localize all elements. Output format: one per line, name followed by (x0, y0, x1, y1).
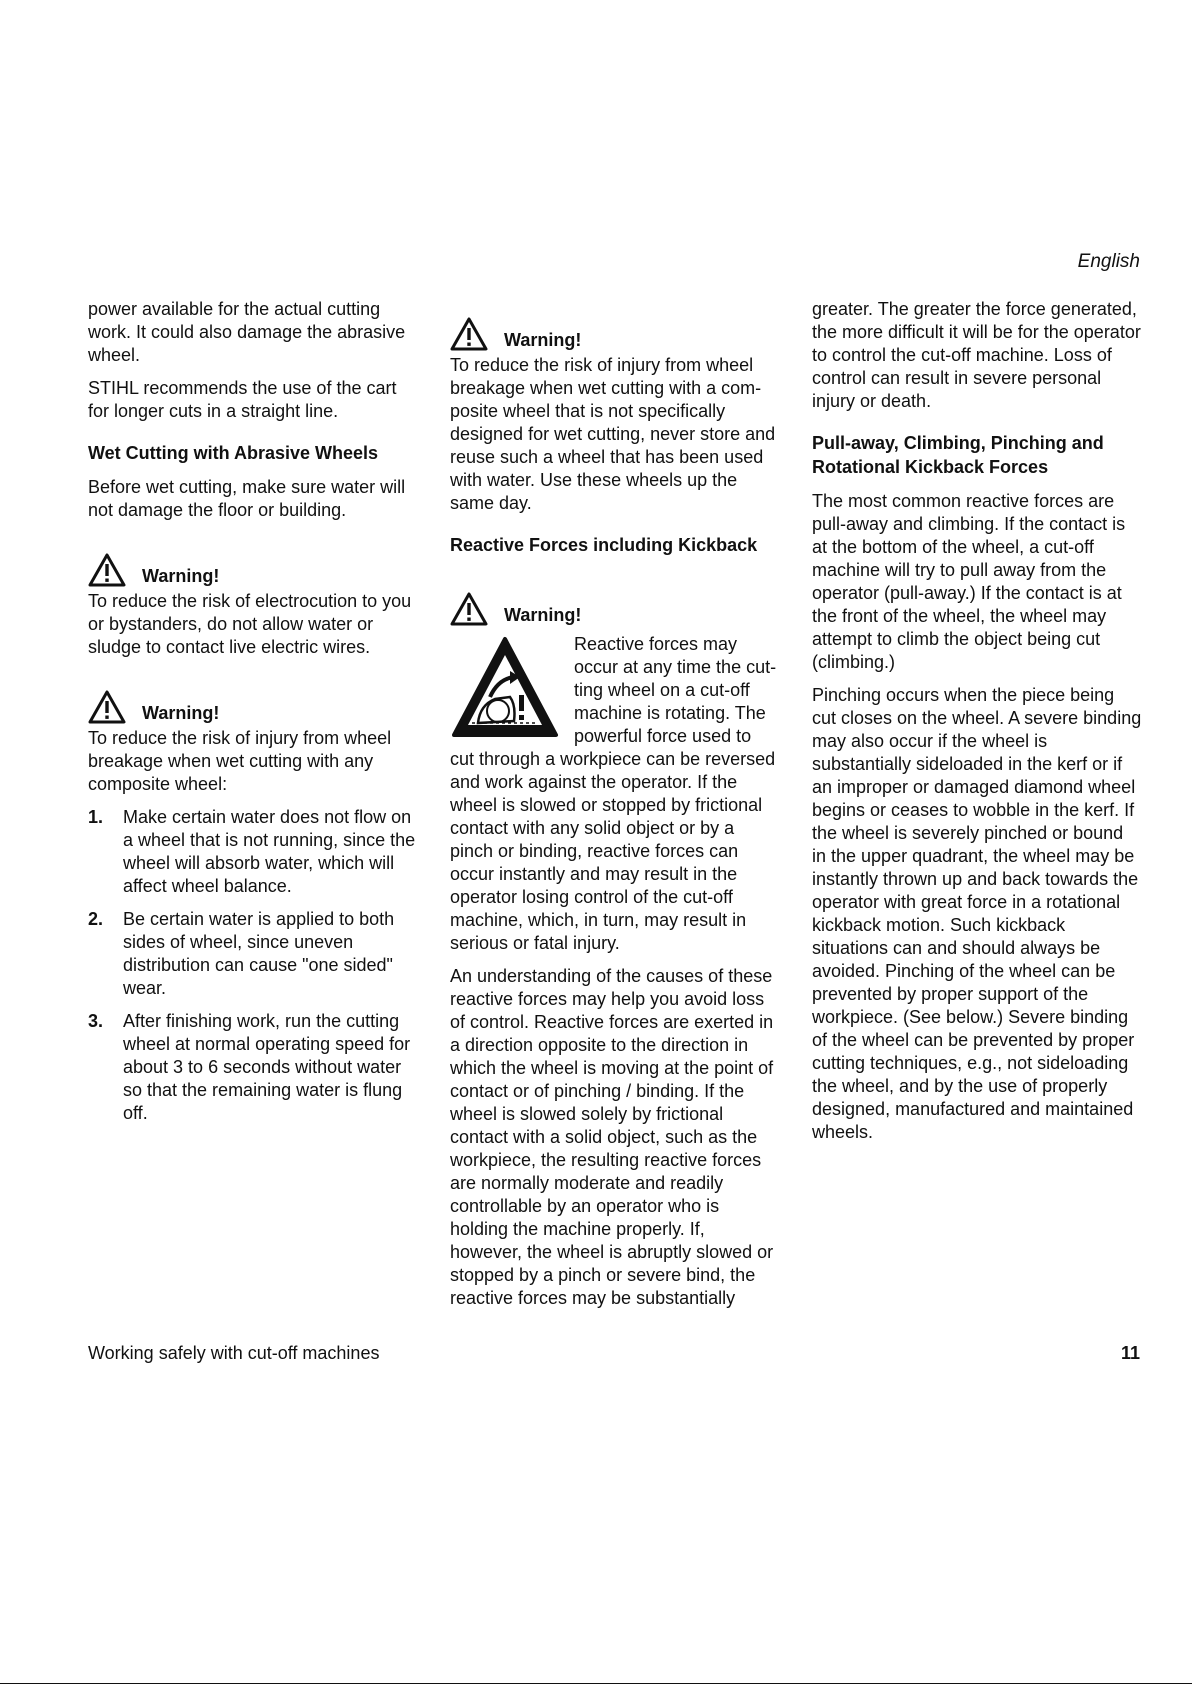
paragraph: Before wet cutting, make sure water will not damage the floor or building. (88, 477, 406, 520)
warning-heading (88, 685, 418, 725)
footer-section-title: Working safely with cut-off machines (88, 1343, 380, 1363)
paragraph: STIHL recommends the use of the cart for longer cuts in a straight line. (88, 378, 397, 421)
warning-label: Warning! (504, 330, 582, 350)
paragraph: An understanding of the causes of these reactive forces may help you avoid loss of control. Reactive forces are exerted in a direction opposite to the direction in which the wheel is moving at the point of contact or of pinching / binding. If the wheel is slowed solely by frictional contact with a solid object, such as the workpiece, the resulting reactive forces are normally moderate and readily controllable by an operator who is holding the machine properly. If, however, the wheel is abruptly slowed or stopped by a pinch or severe bind, the reactive forces may be substantially (450, 966, 774, 1308)
column-2 (450, 298, 780, 1320)
list-number: 1. (88, 807, 104, 827)
list-item (88, 806, 418, 898)
list-number: 3. (88, 1011, 104, 1031)
warning-heading (450, 587, 780, 627)
column-3 (812, 298, 1142, 1154)
warning-triangle-icon (88, 552, 126, 588)
warning-heading (450, 312, 780, 352)
list-item (88, 1010, 418, 1125)
kickback-hazard-icon (450, 635, 560, 740)
paragraph: The most common reactive forces are pull-away and climbing. If the contact is at the bottom of the wheel, a cut-off machine will try to pull away from the operator (pull-away.) If the contact is at the front of the wheel, the wheel may attempt to climb the object being cut (climbing.) (812, 491, 1126, 672)
list-text: After finishing work, run the cutting wheel at normal operating speed for about 3 to 6 seconds without water so that the remaining water is flung off. (123, 1011, 411, 1123)
list-text: Be certain water is applied to both sides of wheel, since uneven distribution can cause "one sided" wear. (123, 909, 395, 998)
section-heading: Reactive Forces including Kickback (450, 535, 758, 555)
paragraph: power available for the actual cutting work. It could also damage the abrasive wheel. (88, 299, 406, 365)
list-text: Make certain water does not flow on a wheel that is not running, since the wheel will absorb water, which will affect wheel balance. (123, 807, 416, 896)
warning-triangle-icon (450, 591, 488, 627)
warning-triangle-icon (450, 316, 488, 352)
warning-label: Warning! (142, 566, 220, 586)
paragraph-text: Reactive forces may occur at any time the cut-ting wheel on a cut-off machine is rotating. The powerful force used to cut through a workpiece can be reversed and work against the operator. If the wheel is slowed or stopped by frictional contact with any solid object or by a pinch or binding, reactive forces can occur instantly and may result in the operator losing control of the cut-off machine, which, in turn, may result in serious or fatal injury. (450, 634, 777, 953)
warning-label: Warning! (142, 703, 220, 723)
warning-triangle-icon (88, 689, 126, 725)
page-edge-rule (0, 1683, 1192, 1684)
language-label: English (1077, 251, 1140, 272)
paragraph: greater. The greater the force generated, the more difficult it will be for the operator to control the cut-off machine. Loss of control can result in severe personal injury or death. (812, 299, 1141, 411)
warning-heading (88, 548, 418, 588)
warning-text: To reduce the risk of injury from wheel breakage when wet cutting with a com-posite wheel that is not specifically designed for wet cutting, never store and reuse such a wheel that has been used with water. Use these wheels up the same day. (450, 355, 776, 513)
list-item (88, 908, 418, 1000)
warning-text: To reduce the risk of electrocution to you or bystanders, do not allow water or sludge to contact live electric wires. (88, 591, 412, 657)
paragraph (450, 633, 780, 955)
section-heading: Pull-away, Climbing, Pinching and Rotational Kickback Forces (812, 433, 1104, 477)
page-number: 11 (1120, 1343, 1140, 1363)
paragraph: Pinching occurs when the piece being cut closes on the wheel. A severe binding may also occur if the wheel is substantially sideloaded in the kerf or if an improper or damaged diamond wheel begins or ceases to wobble in the kerf. If the wheel is severely pinched or bound in the upper quadrant, the wheel may be instantly thrown up and back towards the operator with great force in a rotational kickback motion. Such kickback situations can and should always be avoided. Pinching of the wheel can be prevented by proper support of the workpiece. (See below.) Severe binding of the wheel can be prevented by proper cutting techniques, e.g., not sideloading the wheel, and by the use of properly designed, manufactured and maintained wheels. (812, 685, 1142, 1142)
list-number: 2. (88, 909, 104, 929)
column-1 (88, 298, 418, 1135)
warning-text: To reduce the risk of injury from wheel breakage when wet cutting with any composite wheel: (88, 728, 392, 794)
section-heading: Wet Cutting with Abrasive Wheels (88, 443, 379, 463)
warning-label: Warning! (504, 605, 582, 625)
